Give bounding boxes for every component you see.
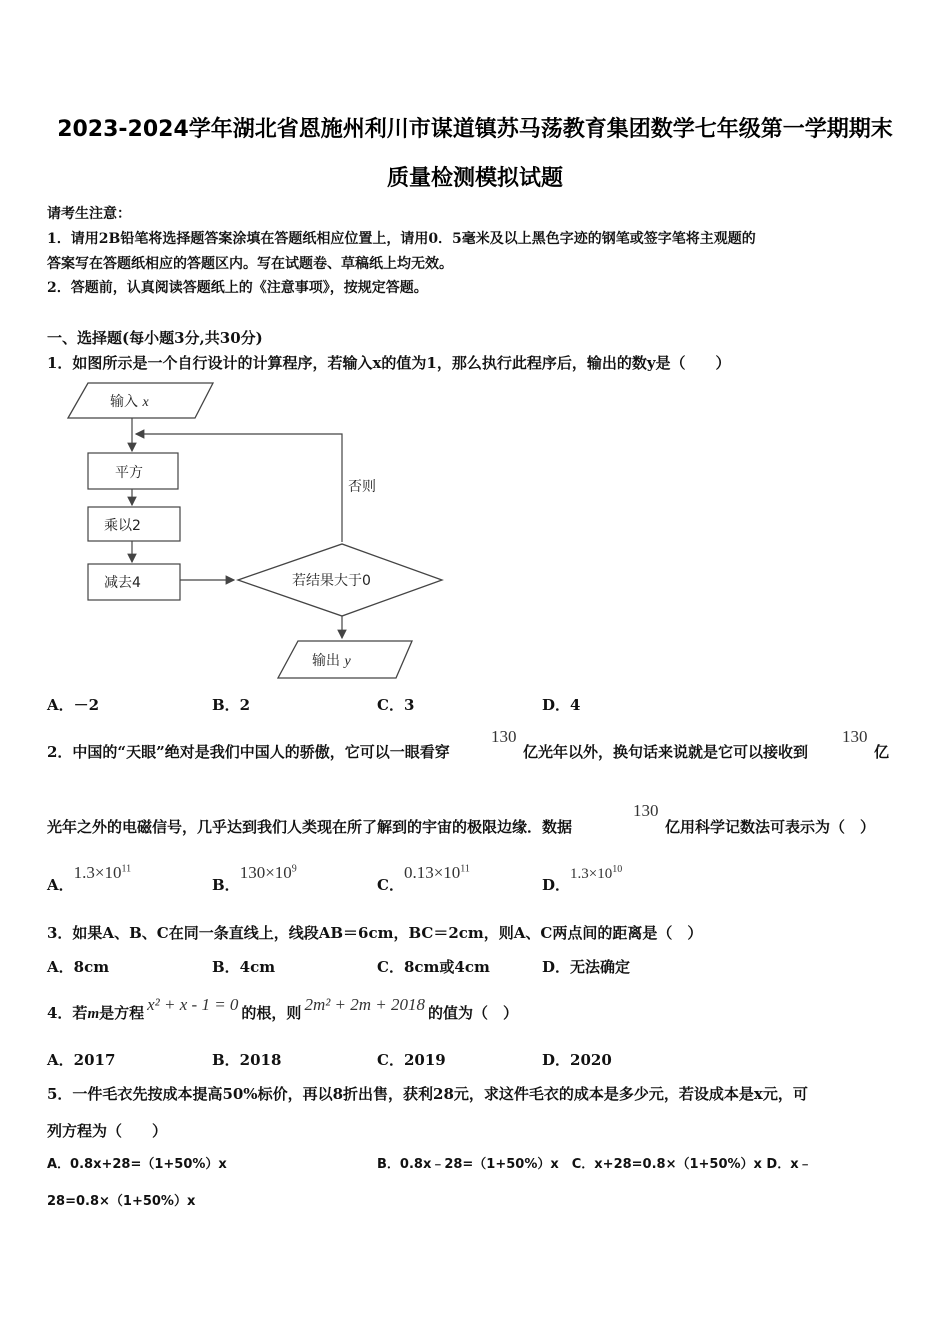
q2-option-c-value: $0.13\times 10^{11}$: [403, 863, 470, 882]
q3-option-c: C．8cm或4cm: [377, 958, 490, 976]
q4-expression: 2m² + 2m + 2018: [304, 995, 426, 1014]
q2-option-a-value: $1.3\times 10^{11}$: [73, 863, 132, 882]
q4-option-d: D．2020: [542, 1051, 612, 1069]
section1-heading: 一、选择题(每小题3分,共30分): [47, 329, 263, 347]
flow-square-label: 平方: [115, 465, 143, 481]
q2-option-d-value: $1.3\times 10^{10}$: [570, 864, 623, 882]
q5-option-d-cont: 28=0.8×（1+50%）x: [47, 1194, 196, 1209]
flow-times2-label: 乘以2: [104, 518, 141, 534]
svg-text:输入 x: [110, 394, 149, 410]
q1-option-c: C．3: [377, 696, 415, 714]
flow-condition-label: 若结果大于0: [292, 573, 371, 589]
q1-stem: 1．如图所示是一个自行设计的计算程序，若输入x的值为1，那么执行此程序后，输出的数y是（ ）: [47, 354, 731, 372]
q4-option-b: B．2018: [212, 1051, 282, 1069]
notice-heading: 请考生注意：: [47, 206, 131, 222]
q2-part3: 亿: [874, 743, 890, 761]
q5-option-a: A．0.8x+28=（1+50%）x: [47, 1157, 227, 1172]
q2-part2: 亿光年以外，换句话来说就是它可以接收到: [523, 743, 809, 761]
q3-option-d: D．无法确定: [542, 958, 631, 976]
doc-title-line1: 2023-2024学年湖北省恩施州利川市谋道镇苏马荡教育集团数学七年级第一学期期末: [57, 117, 893, 142]
q4-option-c: C．2019: [377, 1051, 446, 1069]
q4-line: 4．若m是方程 x² + x - 1 = 0 的根，则 2m² + 2m + 2018 的值为（ ）: [47, 995, 519, 1022]
q1-option-a: A．－2: [47, 696, 100, 714]
flow-output-var: y: [344, 654, 351, 669]
q2-option-b-value: $130\times 10^9$: [239, 863, 297, 882]
q2-part4: 光年之外的电磁信号，几乎达到我们人类现在所了解到的宇宙的极限边缘．数据: [47, 818, 573, 836]
q4-equation: x² + x - 1 = 0: [147, 995, 239, 1014]
q3-option-b: B．4cm: [212, 958, 276, 976]
flow-input-label: 输入: [110, 394, 138, 410]
q2-num-1: 130: [491, 727, 517, 746]
q2-part5: 亿用科学记数法可表示为（ ）: [665, 818, 876, 836]
q4-var-m: m: [87, 1006, 100, 1022]
q4-option-a: A．2017: [47, 1051, 116, 1069]
q2-num-2: 130: [842, 727, 868, 746]
q1-flowchart: [60, 378, 460, 683]
q3-stem: 3．如果A、B、C在同一条直线上，线段AB＝6cm，BC＝2cm，则A、C两点间的距离是（ ）: [47, 924, 703, 942]
q5-line2: 列方程为（ ）: [47, 1122, 168, 1140]
q2-option-d: D．$1.3\times 10^{10}$: [542, 864, 623, 894]
notice-item1-a: 1．请用2B铅笔将选择题答案涂填在答题纸相应位置上，请用0．5毫米及以上黑色字迹的钢笔或签字笔将主观题的: [47, 231, 756, 247]
doc-title-line2: 质量检测模拟试题: [386, 166, 563, 191]
q2-option-c: C．$0.13\times 10^{11}$: [377, 863, 470, 894]
q2-option-b: B．$130\times 10^9$: [212, 863, 297, 894]
q1-option-b: B．2: [212, 696, 251, 714]
q2-option-a: A．$1.3\times 10^{11}$: [47, 863, 132, 894]
q5-line1: 5．一件毛衣先按成本提高50%标价，再以8折出售，获利28元，求这件毛衣的成本是多少元，若设成本是x元，可: [47, 1085, 808, 1103]
q2-num-3: 130: [633, 801, 659, 820]
notice-item1-b: 答案写在答题纸相应的答题区内。写在试题卷、草稿纸上均无效。: [47, 256, 453, 272]
q3-option-a: A．8cm: [47, 958, 110, 976]
q5-options-bcd: B．0.8x﹣28=（1+50%）x C．x+28=0.8×（1+50%）x D．x﹣: [377, 1157, 812, 1172]
flow-minus4-label: 减去4: [104, 575, 141, 591]
q1-option-d: D．4: [542, 696, 581, 714]
flow-output-label: 输出: [312, 653, 340, 669]
q2-part1: 2．中国的“天眼”绝对是我们中国人的骄傲，它可以一眼看穿: [47, 743, 450, 761]
flow-else-label: 否则: [348, 479, 376, 495]
svg-text:输出 y: [312, 653, 351, 669]
flow-input-var: x: [142, 395, 149, 410]
notice-item2: 2．答题前，认真阅读答题纸上的《注意事项》，按规定答题。: [47, 280, 428, 296]
